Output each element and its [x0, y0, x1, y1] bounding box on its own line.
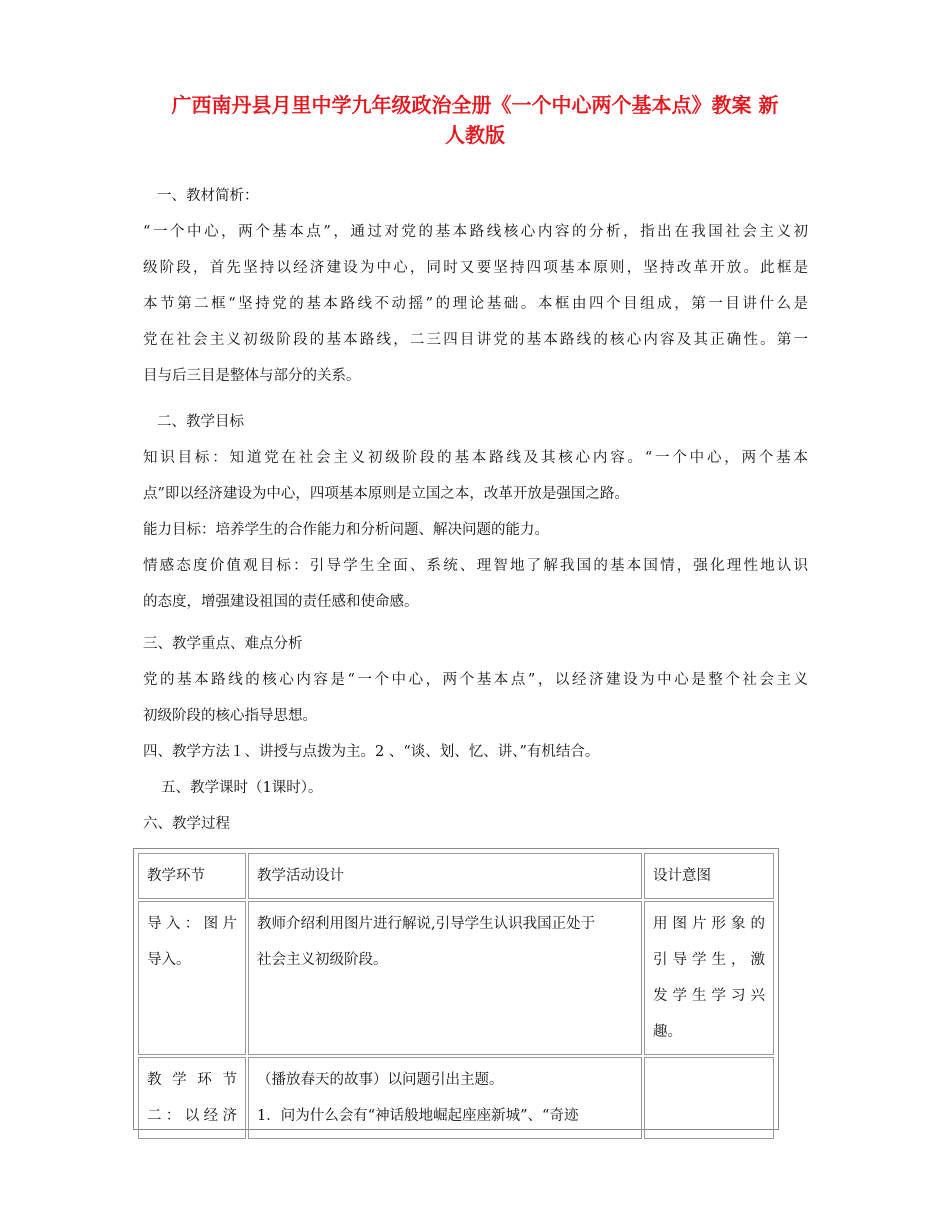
section-1 [143, 178, 808, 394]
section-3-line-1: 党的基本路线的核心内容是“一个中心，两个基本点”，以经济建设为中心是整个社会主义 [143, 672, 808, 688]
section-2-heading: 二、教学目标 [157, 414, 244, 430]
section-3 [143, 626, 808, 842]
row2-activity-line-2: 1．问为什么会有“神话般地崛起座座新城”、“奇迹 [257, 1108, 579, 1124]
emotion-goal-line-1: 情感态度价值观目标：引导学生全面、系统、理智地了解我国的基本国情，强化理性地认识 [143, 558, 808, 574]
row1-intent-line-1: 用图片形象的 [653, 916, 765, 932]
section-3-heading: 三、教学重点、难点分析 [143, 636, 303, 652]
emotion-goal-line-2: 的态度，增强建设祖国的责任感和使命感。 [143, 594, 419, 610]
header-cell-intent: 设计意图 [644, 853, 774, 899]
row1-activity-cell [248, 901, 642, 1055]
row2-activity-cell [248, 1057, 642, 1139]
section-4-line: 四、教学方法１、讲授与点拨为主。2 、“谈、划、忆、讲、”有机结合。 [143, 744, 600, 760]
row1-intent-cell [644, 901, 774, 1055]
knowledge-goal-line-1: 知识目标：知道党在社会主义初级阶段的基本路线及其核心内容。“一个中心，两个基本 [143, 450, 808, 466]
row1-activity-line-1: 教师介绍利用图片进行解说,引导学生认识我国正处于 [257, 916, 596, 932]
section-6-heading: 六、教学过程 [143, 816, 230, 832]
row2-stage-cell [138, 1057, 246, 1139]
section-1-line-2: 级阶段，首先坚持以经济建设为中心，同时又要坚持四项基本原则，坚持改革开放。此框是 [143, 260, 808, 276]
section-1-heading: 一、教材简析： [157, 188, 259, 204]
row2-stage-line-2: 二：以经济 [147, 1108, 237, 1124]
section-2 [143, 404, 808, 620]
row1-stage-line-2: 导入。 [147, 952, 191, 968]
section-1-line-3: 本节第二框“坚持党的基本路线不动摇”的理论基础。本框由四个目组成，第一目讲什么是 [143, 296, 808, 312]
table-header-row [138, 853, 774, 899]
knowledge-goal-line-2: 点”即以经济建设为中心，四项基本原则是立国之本，改革开放是强国之路。 [143, 486, 629, 502]
section-1-line-4: 党在社会主义初级阶段的基本路线，二三四目讲党的基本路线的核心内容及其正确性。第一 [143, 332, 808, 348]
title-line-1: 广西南丹县月里中学九年级政治全册《一个中心两个基本点》教案 新 [171, 93, 779, 117]
row2-activity-line-1: （播放春天的故事）以问题引出主题。 [257, 1072, 504, 1088]
table-row [138, 901, 774, 1055]
section-3-line-2: 初级阶段的核心指导思想。 [143, 708, 317, 724]
row2-intent-cell [644, 1057, 774, 1139]
row1-stage-cell [138, 901, 246, 1055]
section-5-line: 五、教学课时（1课时）。 [161, 780, 323, 796]
table-row [138, 1057, 774, 1139]
row2-stage-line-1: 教 学 环 节 [147, 1072, 237, 1088]
teaching-process-table [133, 848, 779, 1130]
section-1-line-1: “一个中心，两个基本点”，通过对党的基本路线核心内容的分析，指出在我国社会主义初 [143, 224, 808, 240]
row1-stage-line-1: 导入：图片 [147, 916, 237, 932]
row1-activity-line-2: 社会主义初级阶段。 [257, 952, 388, 968]
title-line-2: 人教版 [445, 123, 505, 147]
document-title [140, 90, 810, 150]
header-cell-stage: 教学环节 [138, 853, 246, 899]
section-1-line-5: 目与后三目是整体与部分的关系。 [143, 368, 361, 384]
header-cell-activity: 教学活动设计 [248, 853, 642, 899]
ability-goal: 能力目标：培养学生的合作能力和分析问题、解决问题的能力。 [143, 522, 549, 538]
row1-intent-line-2: 引导学生，激 [653, 952, 765, 968]
row1-intent-line-4: 趣。 [653, 1024, 682, 1040]
row1-intent-line-3: 发学生学习兴 [653, 988, 765, 1004]
